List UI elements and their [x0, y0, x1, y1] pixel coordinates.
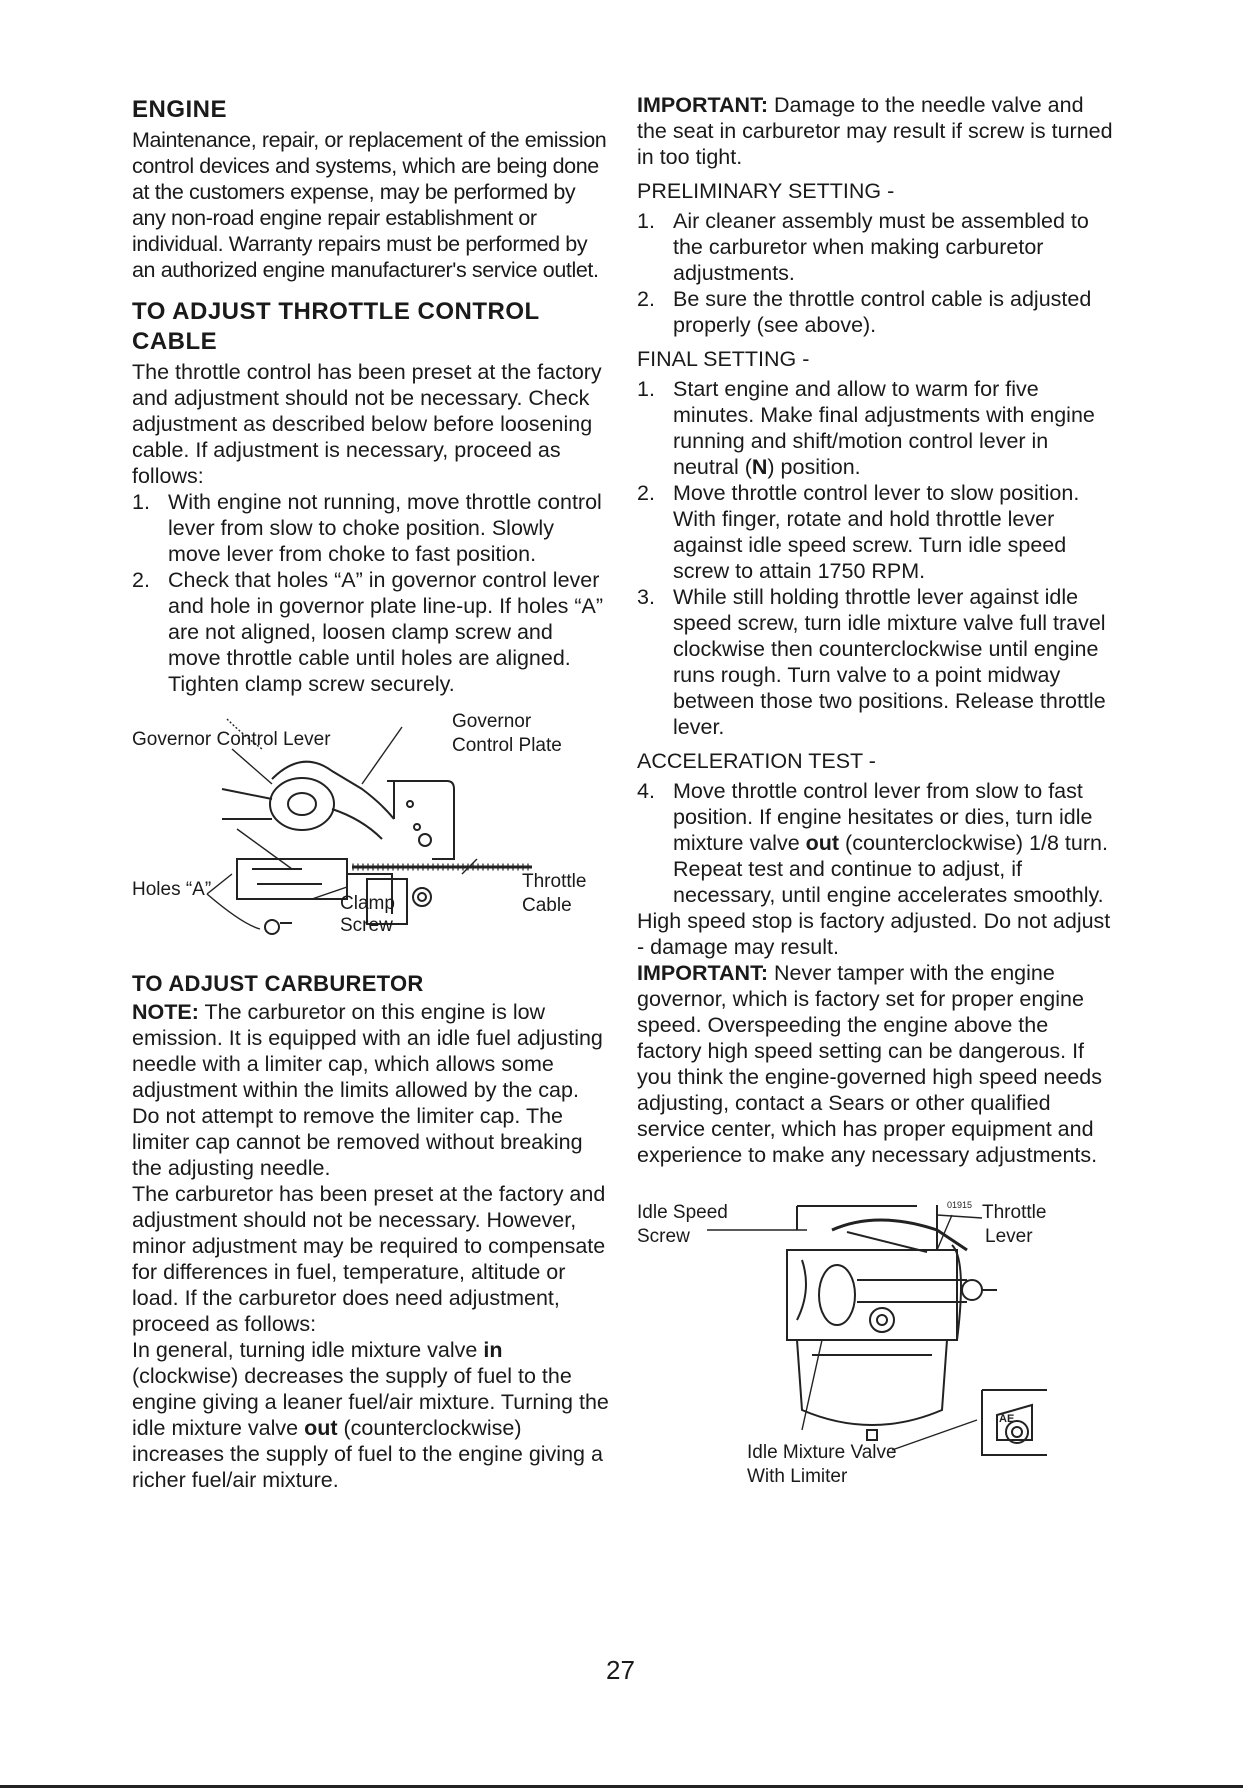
- acceleration-label: ACCELERATION TEST -: [637, 749, 876, 773]
- carburetor-note: [132, 999, 610, 1181]
- step-number: 3.: [637, 585, 655, 609]
- carburetor-para: The carburetor has been preset at the factory and adjustment should not be necessary. However, minor adjustment may be required to compensate for differences in fuel, temperature, altitude or load. If the carburetor does need adjustment, proceed as follows:: [132, 1182, 606, 1336]
- figure-label: Screw: [637, 1226, 690, 1247]
- throttle-body: The throttle control has been preset at the factory and adjustment should not be necessary. Check adjustment as described below before loosening cable. If adjustment is necessary, proceed as follows:: [132, 360, 602, 488]
- high-speed-note: High speed stop is factory adjusted. Do not adjust - damage may result.: [637, 909, 1111, 959]
- figure-label: Lever: [985, 1226, 1033, 1247]
- throttle-heading: TO ADJUST THROTTLE CONTROL CABLE: [132, 298, 540, 355]
- figure-label: Control Plate: [452, 735, 562, 756]
- bottom-rule: [0, 1785, 1243, 1788]
- preliminary-steps: [637, 208, 1117, 338]
- figure-label: Holes “A”: [132, 879, 212, 900]
- step-number: 1.: [132, 490, 150, 514]
- para-text: (clockwise) decreases the supply of fuel to the engine giving a leaner fuel/air mixture. Turning the idle mixture valve: [132, 1364, 609, 1440]
- left-column: [132, 92, 610, 1493]
- para-text: In general, turning idle mixture valve: [132, 1338, 484, 1362]
- step-emphasis: N: [751, 455, 768, 479]
- important-text: Never tamper with the engine governor, which is factory set for proper engine speed. Overspeeding the engine above the factory high speed setting can be dangerous. If you think the engine-governed high speed needs adjusting, contact a Sears or other qualified service center, which has proper equipment and experience to make any necessary adjustments.: [637, 961, 1102, 1167]
- list-item: [132, 489, 610, 567]
- final-steps: [637, 376, 1117, 740]
- list-item: [637, 286, 1117, 338]
- list-item: [132, 567, 610, 697]
- note-text: The carburetor on this engine is low emission. It is equipped with an idle fuel adjusting needle with a limiter cap, which allows some adjustment within the limits allowed by the cap. Do not attempt to remove the limiter cap. The limiter cap cannot be removed without breaking the adjusting needle.: [132, 1000, 603, 1180]
- limiter-cap-mark: AE: [999, 1413, 1015, 1425]
- carburetor-heading: TO ADJUST CARBURETOR: [132, 971, 424, 996]
- figure-label: Governor Control Lever: [132, 729, 331, 750]
- step-text-part: Move throttle control lever from slow to fast position. If engine hesitates or dies, turn idle mixture valve: [673, 779, 1093, 855]
- important-label: IMPORTANT:: [637, 961, 768, 985]
- step-text: Be sure the throttle control cable is adjusted properly (see above).: [673, 287, 1092, 337]
- step-number: 2.: [637, 481, 655, 505]
- engine-body: Maintenance, repair, or replacement of the emission control devices and systems, which are being done at the customers expense, may be performed by any non-road engine repair establishment or individual. Warranty repairs must be performed by an authorized engine manufacturer's service outlet.: [132, 128, 607, 282]
- para-emphasis: out: [304, 1416, 338, 1440]
- important-note: [637, 92, 1117, 170]
- important-label: IMPORTANT:: [637, 93, 768, 117]
- step-number: 2.: [132, 568, 150, 592]
- carburetor-para: [132, 1337, 610, 1493]
- list-item: [637, 584, 1117, 740]
- step-number: 2.: [637, 287, 655, 311]
- step-text: Air cleaner assembly must be assembled to the carburetor when making carburetor adjustments.: [673, 209, 1089, 285]
- list-item: [637, 376, 1117, 480]
- figure-code: 01915: [947, 1200, 973, 1210]
- figure-label: Idle Mixture Valve: [747, 1442, 897, 1463]
- step-emphasis: out: [805, 831, 840, 855]
- preliminary-label: PRELIMINARY SETTING -: [637, 179, 895, 203]
- step-text-part: (counterclockwise) 1/8 turn. Repeat test and continue to adjust, if necessary, until engine accelerates smoothly.: [673, 831, 1108, 907]
- step-number: 4.: [637, 779, 655, 803]
- step-text: While still holding throttle lever against idle speed screw, turn idle mixture valve full travel clockwise then counterclockwise until engine runs rough. Turn valve to a point midway between those two positions. Release throttle lever.: [673, 585, 1106, 739]
- figure-label: Clamp: [340, 893, 395, 914]
- figure-label: Throttle: [522, 871, 587, 892]
- step-text: [673, 779, 1108, 907]
- figure-label: Screw: [340, 915, 393, 936]
- figure-label: Cable: [522, 895, 572, 916]
- step-text-part: Start engine and allow to warm for five minutes. Make final adjustments with engine running and shift/motion control lever in neutral (: [673, 377, 1095, 479]
- right-column: [637, 92, 1117, 1500]
- final-label: FINAL SETTING -: [637, 347, 810, 371]
- list-item: [637, 778, 1117, 908]
- step-text: Check that holes “A” in governor control lever and hole in governor plate line-up. If holes “A” are not aligned, loosen clamp screw and move throttle cable until holes are aligned. Tighten clamp screw securely.: [168, 568, 604, 696]
- step-text-part: ) position.: [767, 455, 861, 479]
- figure-label: Idle Speed: [637, 1202, 728, 1223]
- para-emphasis: in: [483, 1338, 503, 1362]
- engine-heading: ENGINE: [132, 96, 228, 123]
- important-text: Damage to the needle valve and the seat in carburetor may result if screw is turned in too tight.: [637, 93, 1113, 169]
- carburetor-figure: [637, 1190, 1117, 1500]
- page-number: 27: [606, 1655, 635, 1685]
- step-number: 1.: [637, 209, 655, 233]
- governor-figure: [132, 709, 610, 959]
- note-label: NOTE:: [132, 1000, 199, 1024]
- step-text: Move throttle control lever to slow position. With finger, rotate and hold throttle lever against idle speed screw. Turn idle speed screw to attain 1750 RPM.: [673, 481, 1080, 583]
- list-item: [637, 480, 1117, 584]
- acceleration-steps: [637, 778, 1117, 908]
- para-text: (counterclockwise) increases the supply of fuel to the engine giving a richer fuel/air mixture.: [132, 1416, 603, 1492]
- important-note: [637, 960, 1117, 1168]
- figure-label: Throttle: [982, 1202, 1047, 1223]
- throttle-steps: [132, 489, 610, 697]
- figure-label: With Limiter: [747, 1466, 848, 1487]
- step-number: 1.: [637, 377, 655, 401]
- step-text: [673, 377, 1095, 479]
- list-item: [637, 208, 1117, 286]
- figure-label: Governor: [452, 711, 532, 732]
- step-text: With engine not running, move throttle control lever from slow to choke position. Slowly move lever from choke to fast position.: [168, 490, 602, 566]
